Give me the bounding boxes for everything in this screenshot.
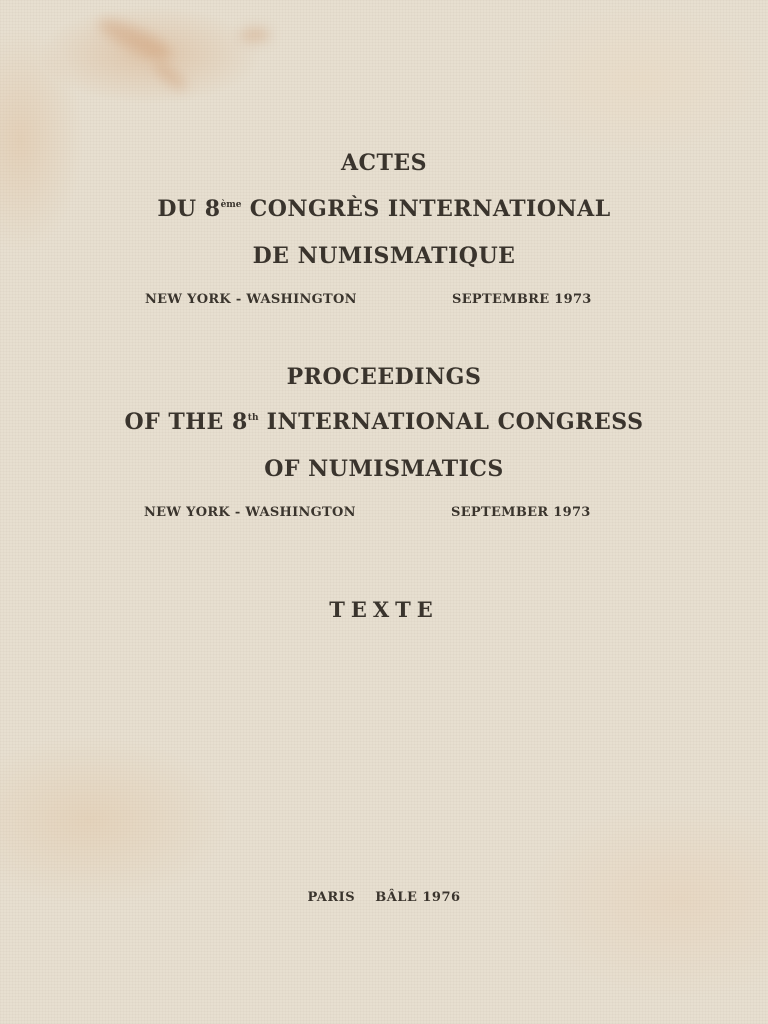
french-title-line-1: ACTES [340, 150, 428, 176]
english-date: SEPTEMBER 1973 [451, 505, 591, 520]
french-title-ordinal: ème [220, 200, 242, 210]
french-title-suffix: CONGRÈS INTERNATIONAL [249, 196, 611, 222]
french-place: NEW YORK - WASHINGTON [145, 292, 357, 307]
french-title-prefix: DU 8 [157, 196, 221, 222]
water-stain [94, 12, 176, 66]
volume-label: TEXTE [329, 597, 439, 622]
english-title-suffix: INTERNATIONAL CONGRESS [266, 409, 644, 435]
french-title-line-3: DE NUMISMATIQUE [252, 243, 516, 269]
english-title-prefix: OF THE 8 [124, 409, 248, 435]
french-date: SEPTEMBRE 1973 [452, 292, 592, 307]
imprint: PARIS BÂLE 1976 [307, 890, 461, 905]
water-stain [151, 59, 189, 94]
english-title-ordinal: th [247, 413, 259, 423]
english-title-line-2 [0, 409, 768, 435]
english-place: NEW YORK - WASHINGTON [144, 505, 356, 520]
english-title-line-1: PROCEEDINGS [286, 364, 482, 390]
water-stain [240, 28, 270, 42]
french-title-line-2 [0, 196, 768, 222]
english-title-line-3: OF NUMISMATICS [264, 456, 504, 482]
